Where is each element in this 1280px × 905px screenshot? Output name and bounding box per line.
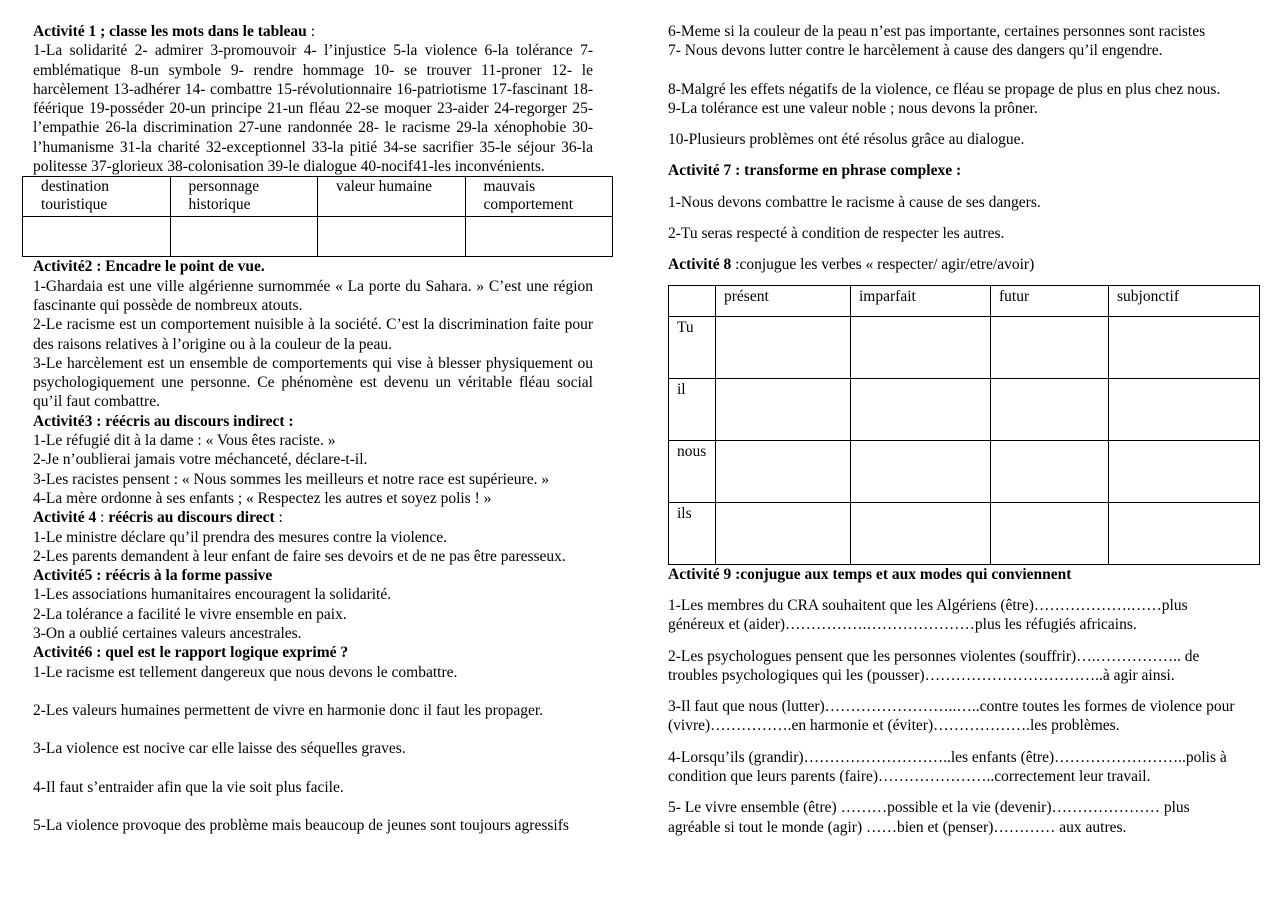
- answer-cell[interactable]: [851, 316, 991, 378]
- answer-cell[interactable]: [465, 217, 613, 257]
- answer-cell[interactable]: [991, 440, 1109, 502]
- activity-8-instruction: :conjugue les verbes « respecter/ agir/etre/avoir): [731, 256, 1035, 274]
- conjugation-table: [668, 285, 1260, 565]
- activity-3-item: 1-Le réfugié dit à la dame : « Vous êtes raciste. »: [33, 432, 336, 450]
- activity-6-item: 8-Malgré les effets négatifs de la violence, ce fléau se propage de plus en plus chez nous.: [668, 80, 1221, 98]
- activity-8-label: Activité 8: [668, 256, 732, 274]
- activity-3-item: 4-La mère ordonne à ses enfants ; « Respectez les autres et soyez polis ! »: [33, 489, 492, 507]
- answer-cell[interactable]: [1109, 378, 1260, 440]
- answer-cell[interactable]: [1109, 440, 1260, 502]
- activity-6-title: Activité6 : quel est le rapport logique exprimé ?: [33, 644, 349, 662]
- answer-cell[interactable]: [991, 378, 1109, 440]
- answer-cell[interactable]: [1109, 502, 1260, 564]
- right-column: [668, 22, 1240, 837]
- answer-cell[interactable]: [851, 440, 991, 502]
- activity-6-item: 3-La violence est nocive car elle laisse des séquelles graves.: [33, 740, 406, 758]
- activity-7-item: 2-Tu seras respecté à condition de respecter les autres.: [668, 225, 1005, 243]
- table-header: subjonctif: [1109, 285, 1260, 316]
- word-classification-table: [22, 176, 613, 257]
- activity-2-item: 3-Le harcèlement est un ensemble de comportements qui vise à blesser physiquement ou psychologiquement une personne. Ce phénomène est devenu un véritable fléau social qu’il faut combattre.: [33, 354, 593, 411]
- answer-cell[interactable]: [716, 502, 851, 564]
- activity-2-item: 2-Le racisme est un comportement nuisible à la société. C’est la discrimination faite pour des raisons relatives à l’origine ou à la couleur de la peau.: [33, 316, 593, 353]
- activity-1: [33, 22, 593, 41]
- activity-3-title: Activité3 : réécris au discours indirect :: [33, 412, 294, 430]
- activity-9-item: 3-Il faut que nous (lutter)……………………..…..contre toutes les formes de violence pour (vivre)…………….en harmonie et (éviter)……………….les problèmes.: [668, 698, 1235, 735]
- table-header: [669, 285, 716, 316]
- table-header: présent: [716, 285, 851, 316]
- answer-cell[interactable]: [716, 378, 851, 440]
- activity-6-item: 9-La tolérance est une valeur noble ; nous devons la prôner.: [668, 99, 1038, 117]
- activity-1-title: Activité 1 ; classe les mots dans le tableau: [33, 23, 307, 40]
- activity-9-item: 2-Les psychologues pensent que les personnes violentes (souffrir)….…………….. de troubles psychologiques qui les (pousser)……………………………..à agir ainsi.: [668, 647, 1200, 684]
- table-header: futur: [991, 285, 1109, 316]
- pronoun-cell: ils: [669, 502, 716, 564]
- pronoun-cell: il: [669, 378, 716, 440]
- activity-3-item: 2-Je n’oublierai jamais votre méchanceté, déclare-t-il.: [33, 451, 368, 469]
- activity-1-colon: :: [306, 23, 315, 40]
- activity-9-title: Activité 9 :conjugue aux temps et aux modes qui conviennent: [668, 565, 1072, 583]
- activity-6-item: 5-La violence provoque des problème mais beaucoup de jeunes sont toujours agressifs: [33, 816, 569, 834]
- activity-5-item: 3-On a oublié certaines valeurs ancestrales.: [33, 625, 302, 643]
- activity-6-item: 7- Nous devons lutter contre le harcèlement à cause des dangers qu’il engendre.: [668, 42, 1163, 60]
- pronoun-cell: Tu: [669, 316, 716, 378]
- pronoun-cell: nous: [669, 440, 716, 502]
- activity-6-item: 2-Les valeurs humaines permettent de vivre en harmonie donc il faut les propager.: [33, 701, 544, 719]
- table-header: destination touristique: [23, 177, 171, 217]
- activity-4-sep: :: [96, 509, 109, 527]
- activity-5-title: Activité5 : réécris à la forme passive: [33, 567, 273, 585]
- activity-9-item: 4-Lorsqu’ils (grandir)………………………..les enfants (être)……………………..polis à condition que leurs parents (faire)…………………..correctement leur travail.: [668, 748, 1227, 786]
- activity-1-word-list: 1-La solidarité 2- admirer 3-promouvoir 4- l’injustice 5-la violence 6-la tolérance 7-emblématique 8-un symbole 9- rendre hommage 10- se trouver 11-proner 12- le harcèlement 13-adhérer 14- combattre 15-révolutionnaire 16-patriotisme 17-fascinant 18-féérique 19-posséder 20-un principe 21-un fléau 22-se moquer 23-aider 24-regorger 25-l’empathie 26-la discrimination 27-une randonnée 28- le racisme 29-la xénophobie 30-l’humanisme 31-la charité 32-exceptionnel 33-la pitié 34-se sacrifier 35-le séjour 36-la politesse 37-glorieux 38-colonisation 39-le dialogue 40-nocif41-les inconvénients.: [33, 42, 593, 176]
- left-column: [33, 22, 593, 835]
- answer-cell[interactable]: [851, 502, 991, 564]
- activity-6-item: 10-Plusieurs problèmes ont été résolus grâce au dialogue.: [668, 131, 1025, 149]
- activity-2-title: Activité2 : Encadre le point de vue.: [33, 258, 265, 276]
- activity-4-title: [33, 508, 593, 527]
- activity-8-title: [668, 255, 1240, 274]
- activity-6-item: 4-Il faut s’entraider afin que la vie soit plus facile.: [33, 778, 344, 796]
- answer-cell[interactable]: [23, 217, 171, 257]
- answer-cell[interactable]: [1109, 316, 1260, 378]
- activity-3-item: 3-Les racistes pensent : « Nous sommes les meilleurs et notre race est supérieure. »: [33, 470, 550, 488]
- table-header: personnage historique: [170, 177, 318, 217]
- activity-7-title: Activité 7 : transforme en phrase complexe :: [668, 162, 962, 180]
- answer-cell[interactable]: [318, 217, 466, 257]
- activity-4-item: 2-Les parents demandent à leur enfant de faire ses devoirs et de ne pas être paresseux.: [33, 547, 566, 565]
- activity-9-item: 1-Les membres du CRA souhaitent que les Algériens (être)……………….……plus généreux et (aider)…………….…………………plus les réfugiés africains.: [668, 596, 1188, 634]
- activity-4-item: 1-Le ministre déclare qu’il prendra des mesures contre la violence.: [33, 528, 448, 546]
- activity-5-item: 2-La tolérance a facilité le vivre ensemble en paix.: [33, 605, 347, 623]
- answer-cell[interactable]: [716, 316, 851, 378]
- activity-6-item: 1-Le racisme est tellement dangereux que nous devons le combattre.: [33, 663, 458, 681]
- activity-4-label: Activité 4: [33, 509, 97, 527]
- table-header: imparfait: [851, 285, 991, 316]
- table-header: mauvais comportement: [465, 177, 613, 217]
- table-header: valeur humaine: [318, 177, 466, 217]
- answer-cell[interactable]: [991, 316, 1109, 378]
- answer-cell[interactable]: [716, 440, 851, 502]
- activity-4-colon: :: [274, 509, 283, 527]
- activity-4-instruction: réécris au discours direct: [108, 509, 275, 527]
- answer-cell[interactable]: [170, 217, 318, 257]
- activity-2-item: 1-Ghardaia est une ville algérienne surnommée « La porte du Sahara. » C’est une région fascinante qui possède de nombreux atouts.: [33, 277, 593, 314]
- activity-6-item: 6-Meme si la couleur de la peau n’est pas importante, certaines personnes sont racistes: [668, 23, 1206, 40]
- activity-9-item: 5- Le vivre ensemble (être) ………possible et la vie (devenir)………………… plus agréable si tout le monde (agir) ……bien et (penser)………… aux autres.: [668, 799, 1190, 836]
- activity-5-item: 1-Les associations humanitaires encouragent la solidarité.: [33, 586, 392, 604]
- answer-cell[interactable]: [851, 378, 991, 440]
- activity-7-item: 1-Nous devons combattre le racisme à cause de ses dangers.: [668, 193, 1041, 211]
- answer-cell[interactable]: [991, 502, 1109, 564]
